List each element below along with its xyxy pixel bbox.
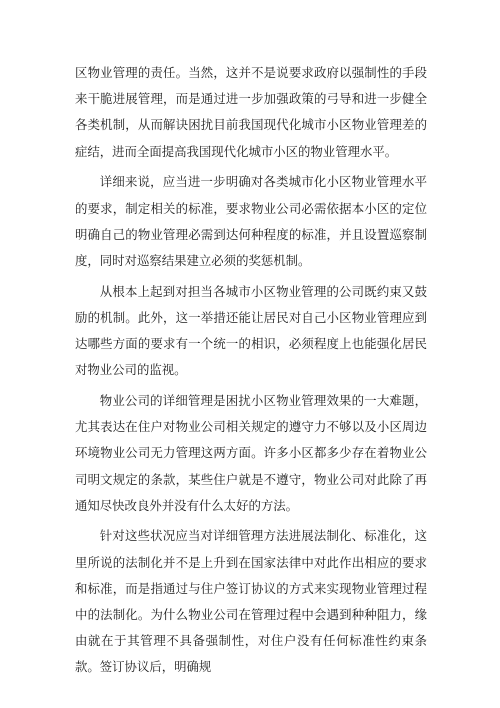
paragraph-2: 详细来说，应当进一步明确对各类城市化小区物业管理水平的要求，制定相关的标准，要求物业公司必需依据本小区的定位明确自己的物业管理必需到达何种程度的标准，并且设置巡察制度，同时对巡察结果建立必须的奖惩机制。 — [75, 174, 427, 268]
paragraph-4: 物业公司的详细管理是困扰小区物业管理效果的一大难题，尤其表达在住户对物业公司相关规定的遵守力不够以及小区周边环境物业公司无力管理这两方面。许多小区都多少存在着物业公司明文规定的条款，某些住户就是不遵守，物业公司对此除了再通知尽快改良外并没有什么太好的方法。 — [75, 392, 427, 513]
paragraph-3: 从根本上起到对担当各城市小区物业管理的公司既约束又鼓励的机制。此外，这一举措还能让居民对自己小区物业管理应到达哪些方面的要求有一个统一的相识，必须程度上也能强化居民对物业公司的监视。 — [75, 283, 427, 378]
paragraph-5: 针对这些状况应当对详细管理方法进展法制化、标准化，这里所说的法制化并不是上升到在国家法律中对此作出相应的要求和标准，而是指通过与住户签订协议的方式来实现物业管理过程中的法制化。为什么物业公司在管理过程中会遇到种种阻力，缘由就在于其管理不具备强制性，对住户没有任何标准性约束条款。签订协议后，明确规 — [75, 528, 427, 675]
document-page — [75, 60, 427, 685]
paragraph-1: 区物业管理的责任。当然，这并不是说要求政府以强制性的手段来干脆进展管理，而是通过进一步加强政策的弓导和进一步健全各类机制，从而解诀困扰目前我国现代化城市小区物业管理差的症结，进而全面提高我国现代化城市小区的物业管理水平。 — [75, 65, 427, 159]
